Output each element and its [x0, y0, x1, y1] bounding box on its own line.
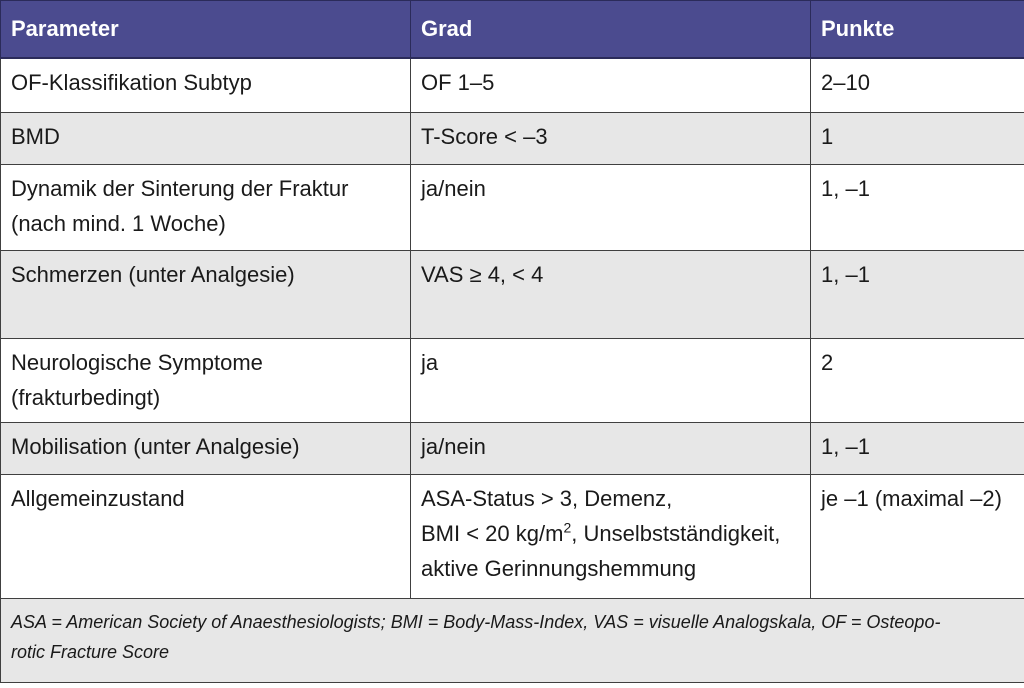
- superscript: 2: [563, 519, 572, 536]
- table-row: [1, 164, 1024, 250]
- cell-punkte: 1, –1: [811, 422, 1024, 474]
- cell-grad: [411, 474, 811, 598]
- table-row: [1, 422, 1024, 474]
- footnote-line: ASA = American Society of Anaesthesiologists; BMI = Body-Mass-Index, VAS = visuelle Analogskala, OF = Osteopo-: [11, 611, 941, 632]
- cell-parameter: [1, 164, 411, 250]
- table-row: [1, 338, 1024, 422]
- header-row: [1, 1, 1024, 59]
- cell-line: aktive Gerinnungshemmung: [421, 555, 697, 581]
- cell-parameter: Allgemeinzustand: [1, 474, 411, 598]
- cell-punkte: 2: [811, 338, 1024, 422]
- header-punkte: Punkte: [811, 1, 1024, 59]
- cell-parameter: Schmerzen (unter Analgesie): [1, 250, 411, 338]
- cell-grad: ja/nein: [411, 422, 811, 474]
- cell-line: BMI < 20 kg/m: [421, 520, 564, 546]
- header-grad: Grad: [411, 1, 811, 59]
- cell-line: Dynamik der Sinterung der Fraktur: [11, 175, 349, 201]
- table-row: [1, 58, 1024, 112]
- cell-punkte: 1, –1: [811, 164, 1024, 250]
- cell-punkte: je –1 (maximal –2): [811, 474, 1024, 598]
- cell-punkte: 1: [811, 112, 1024, 164]
- footnote-line: rotic Fracture Score: [11, 641, 170, 662]
- footnote-row: [1, 598, 1024, 682]
- cell-parameter: OF-Klassifikation Subtyp: [1, 58, 411, 112]
- cell-line: , Unselbstständigkeit,: [571, 520, 781, 546]
- footnote: [1, 598, 1024, 682]
- cell-parameter: Mobilisation (unter Analgesie): [1, 422, 411, 474]
- cell-punkte: 2–10: [811, 58, 1024, 112]
- cell-line: (frakturbedingt): [11, 384, 161, 410]
- cell-line: (nach mind. 1 Woche): [11, 210, 226, 236]
- cell-parameter: [1, 338, 411, 422]
- table-row: [1, 250, 1024, 338]
- cell-line: ASA-Status > 3, Demenz,: [421, 485, 673, 511]
- cell-line: Neurologische Symptome: [11, 349, 263, 375]
- cell-grad: T-Score < –3: [411, 112, 811, 164]
- cell-grad: VAS ≥ 4, < 4: [411, 250, 811, 338]
- cell-punkte: 1, –1: [811, 250, 1024, 338]
- table-row: [1, 112, 1024, 164]
- header-parameter: Parameter: [1, 1, 411, 59]
- cell-grad: ja: [411, 338, 811, 422]
- cell-parameter: BMD: [1, 112, 411, 164]
- cell-grad: OF 1–5: [411, 58, 811, 112]
- table-row: [1, 474, 1024, 598]
- cell-grad: ja/nein: [411, 164, 811, 250]
